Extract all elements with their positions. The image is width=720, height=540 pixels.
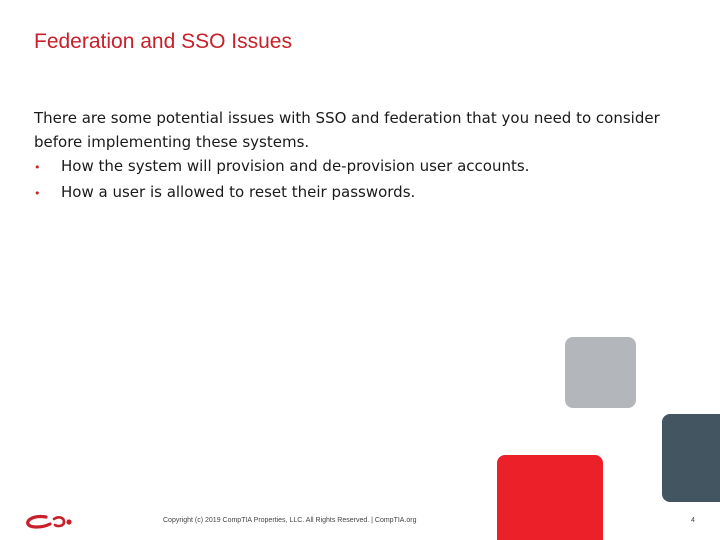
comptia-logo-icon xyxy=(24,512,74,532)
bullet-text: How a user is allowed to reset their passwords. xyxy=(61,183,416,201)
page-number: 4 xyxy=(691,517,695,524)
bullet-marker: • xyxy=(34,187,41,200)
decorative-tile-red xyxy=(497,455,603,540)
bullet-item xyxy=(34,154,674,180)
slide-title: Federation and SSO Issues xyxy=(34,30,292,53)
intro-paragraph: There are some potential issues with SSO and federation that you need to consider before implementing these systems. xyxy=(34,109,660,151)
decorative-tile-slate xyxy=(662,414,720,502)
footer-copyright: Copyright (c) 2019 CompTIA Properties, LLC. All Rights Reserved. | CompTIA.org xyxy=(163,517,417,524)
decorative-tile-gray xyxy=(565,337,636,408)
bullet-text: How the system will provision and de-provision user accounts. xyxy=(61,157,530,175)
slide-body xyxy=(34,106,674,206)
bullet-item xyxy=(34,180,674,206)
bullet-marker: • xyxy=(34,161,41,174)
